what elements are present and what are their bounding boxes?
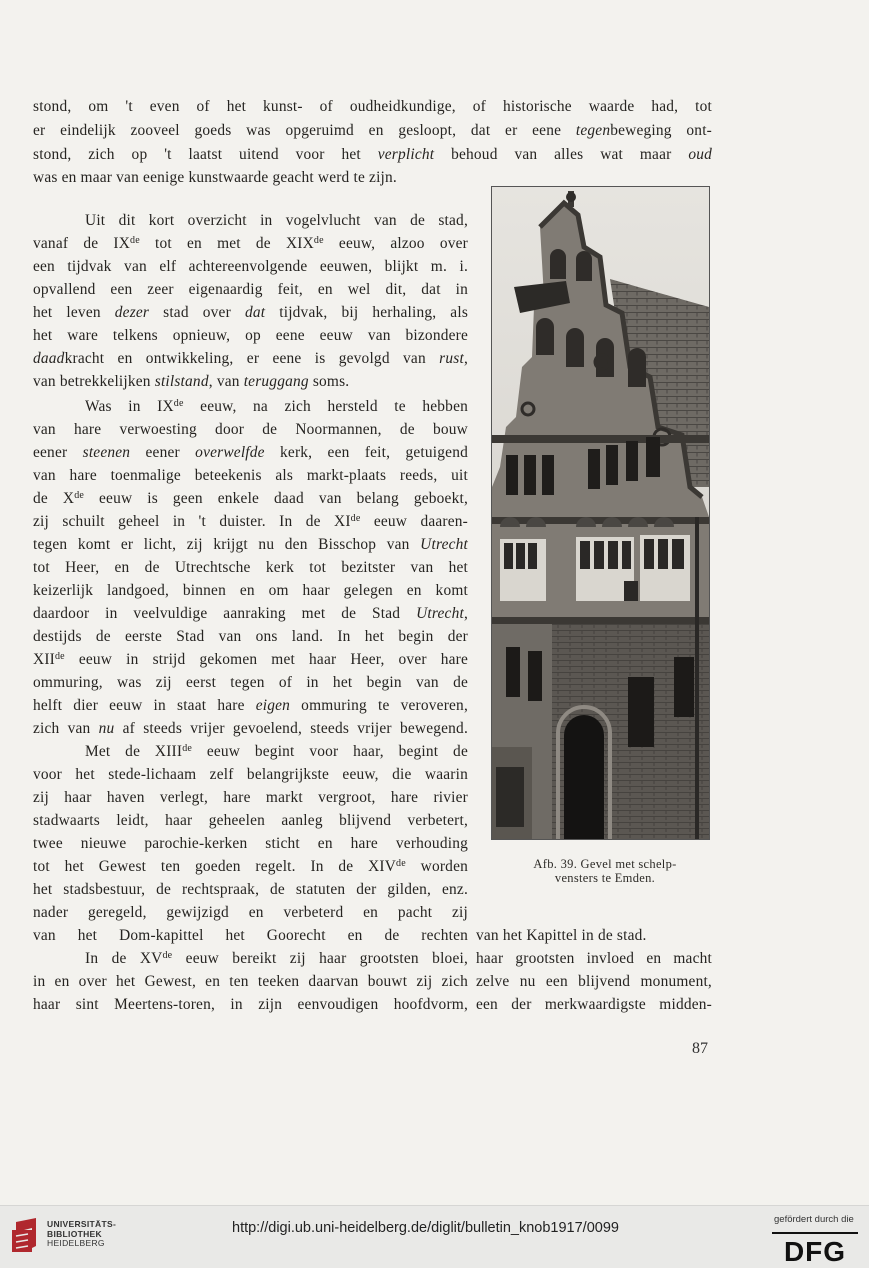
dfg-logo-text: DFG [783,1236,847,1264]
text-line: was en maar van eenige kunstwaarde geacht werd te zijn. [33,169,397,186]
text-line: vanaf de IXde tot en met de XIXde eeuw, alzoo over [33,235,468,252]
sponsor-label: gefördert durch die [774,1214,854,1225]
text-line: stond, om 't even of het kunst- of oudheidkundige, of historische waarde had, tot [33,98,712,115]
text-line: het ware telkens opnieuw, op eene eeuw van bizondere [33,327,468,344]
text-line: Was in IXde eeuw, na zich hersteld te hebben [85,398,468,415]
text-line: zij haar haven verlegt, hare markt vergroot, hare rivier [33,789,468,806]
viewer-footer [0,1205,869,1268]
text-line: van hare verwoesting door de Noormannen, de bouw [33,421,468,438]
text-line: eener steenen eener overwelfde kerk, een feit, getuigend [33,444,468,461]
library-line: HEIDELBERG [47,1238,105,1248]
text-line: In de XVde eeuw bereikt zij haar grootsten bloei, [85,950,468,967]
text-line: in en over het Gewest, en ten teeken daarvan bouwt zij zich [33,973,468,990]
library-line: UNIVERSITÄTS- [47,1219,117,1229]
text-line: destijds de eerste Stad van ons land. In het begin der [33,628,468,645]
text-line: daadkracht en ontwikkeling, er eene is gevolgd van rust, [33,350,468,367]
text-line: haar grootsten invloed en macht [476,950,712,967]
text-line: het stadsbestuur, de rechtspraak, de statuten der gilden, enz. [33,881,468,898]
text-line: het leven dezer stad over dat tijdvak, bij herhaling, als [33,304,469,321]
permalink-url[interactable]: http://digi.ub.uni-heidelberg.de/diglit/bulletin_knob1917/0099 [232,1220,619,1236]
university-library-logo-icon[interactable] [10,1216,40,1256]
text-line: zij schuilt geheel in 't duister. In de XIde eeuw daaren- [33,513,468,530]
text-line: XIIde eeuw in strijd gekomen met haar Heer, over hare [33,651,468,668]
university-library-name[interactable] [47,1220,116,1249]
text-line: een tijdvak van elf achtereenvolgende eeuwen, blijkt m. i. [33,258,468,275]
text-line: stond, zich op 't laatst uitend voor het verplicht behoud van alles wat maar oud [33,146,712,163]
text-line: van het Dom-kapittel het Goorecht en de rechten [33,927,468,944]
figure-caption [505,857,705,885]
text-line: van hare toenmalige beteekenis als markt-plaats reeds, uit [33,467,468,484]
text-line: tot Heer, en de Utrechtsche kerk tot bezitster van het [33,559,468,576]
text-line: ommuring, was zij eerst tegen of in het begin van de [33,674,468,691]
dfg-logo-icon[interactable] [772,1228,858,1264]
text-line: twee nieuwe parochie-kerken sticht en hare verhouding [33,835,468,852]
text-line: de Xde eeuw is geen enkele daad van belang geboekt, [33,490,468,507]
building-illustration [492,187,709,839]
text-line: tot het Gewest ten goeden regelt. In de XIVde worden [33,858,468,875]
library-line: BIBLIOTHEK [47,1228,102,1239]
text-line: Met de XIIIde eeuw begint voor haar, begint de [85,743,468,760]
caption-line: vensters te Emden. [554,871,656,885]
text-line: van betrekkelijken stilstand, van teruggang soms. [33,373,350,390]
text-line: keizerlijk landgoed, binnen en om haar gelegen en komt [33,582,468,599]
text-line: voor het stede-lichaam zelf belangrijkste eeuw, die waarin [33,766,468,783]
text-line: opvallend een zeer eigenaardig feit, en wel dit, dat in [33,281,468,298]
text-line: haar sint Meertens-toren, in zijn eenvoudigen hoofdvorm, [33,996,468,1013]
text-line: van het Kapittel in de stad. [476,927,647,944]
text-line: zelve nu een blijvend monument, [476,973,712,990]
facade-photograph [491,186,710,840]
caption-line: Afb. 39. Gevel met schelp- [533,857,677,871]
text-line: daardoor in veelvuldige aanraking met de Stad Utrecht, [33,605,468,622]
text-line: nader geregeld, gewijzigd en verbeterd en pacht zij [33,904,468,921]
text-line: stadwaarts leidt, haar geheelen aanleg blijvend verbetert, [33,812,468,829]
text-line: tegen komt er licht, zij krijgt nu den Bisschop van Utrecht [33,536,468,553]
text-line: er eindelijk zooveel goeds was opgeruimd en gesloopt, dat er eene tegenbeweging ont- [33,122,713,139]
page-number: 87 [692,1040,708,1057]
text-line: helft dier eeuw in staat hare eigen ommuring te veroveren, [33,697,468,714]
text-line: zich van nu af steeds vrijer gevoelend, steeds vrijer bewegend. [33,720,468,737]
text-line: Uit dit kort overzicht in vogelvlucht van de stad, [85,212,468,229]
text-line: een der merkwaardigste midden- [476,996,712,1013]
